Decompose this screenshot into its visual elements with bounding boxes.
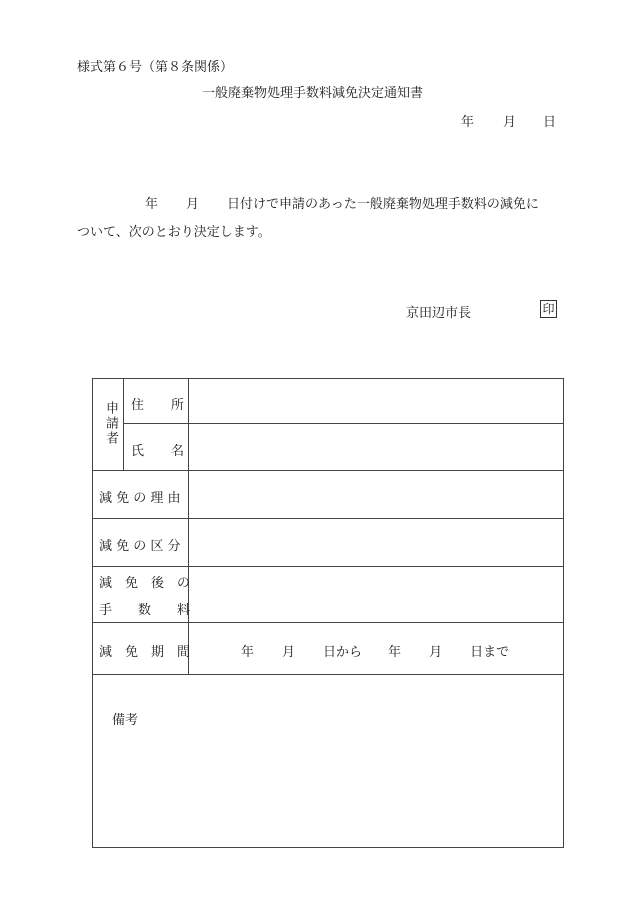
body-month: 月	[186, 197, 200, 212]
address-label-1: 住	[131, 398, 145, 413]
period-value[interactable]	[241, 641, 509, 660]
name-label-2: 名	[171, 444, 185, 459]
period-from-month: 月	[282, 645, 296, 660]
issuer-name: 京田辺市長	[406, 306, 472, 321]
divider	[123, 379, 124, 470]
reason-field[interactable]	[189, 471, 563, 518]
remarks-label: 備考	[112, 713, 139, 728]
address-field[interactable]	[189, 379, 563, 423]
reason-label: 減 免 の 理 由	[99, 491, 181, 506]
decision-table	[92, 378, 564, 848]
body-line-2: ついて、次のとおり決定します。	[77, 225, 271, 240]
body-year: 年	[145, 197, 159, 212]
body-line-1	[77, 193, 539, 212]
address-label-2: 所	[171, 398, 185, 413]
remarks-field[interactable]	[93, 675, 563, 847]
fee-after-label-line1: 減 免 後 の	[99, 576, 191, 591]
form-number: 様式第６号（第８条関係）	[77, 60, 234, 75]
category-field[interactable]	[189, 519, 563, 566]
period-to-year: 年	[388, 645, 402, 660]
divider	[93, 622, 563, 623]
document-title: 一般廃棄物処理手数料減免決定通知書	[202, 86, 424, 101]
issue-date-day: 日	[543, 115, 557, 130]
name-label-1: 氏	[131, 444, 145, 459]
issue-date-year: 年	[461, 115, 475, 130]
fee-after-label-line2: 手 数 料	[99, 603, 191, 618]
period-from-day: 日から	[323, 645, 363, 660]
fee-after-field[interactable]	[189, 567, 563, 622]
body-text: 日付けで申請のあった一般廃棄物処理手数料の減免に	[227, 197, 539, 212]
seal-mark: 印	[540, 300, 557, 318]
period-label: 減 免 期 間	[99, 645, 191, 660]
period-to-day: 日まで	[470, 645, 510, 660]
period-to-month: 月	[429, 645, 443, 660]
applicant-label: 申請者	[103, 401, 118, 446]
period-from-year: 年	[241, 645, 255, 660]
name-field[interactable]	[189, 424, 563, 470]
issue-date-month: 月	[503, 115, 517, 130]
category-label: 減 免 の 区 分	[99, 539, 181, 554]
